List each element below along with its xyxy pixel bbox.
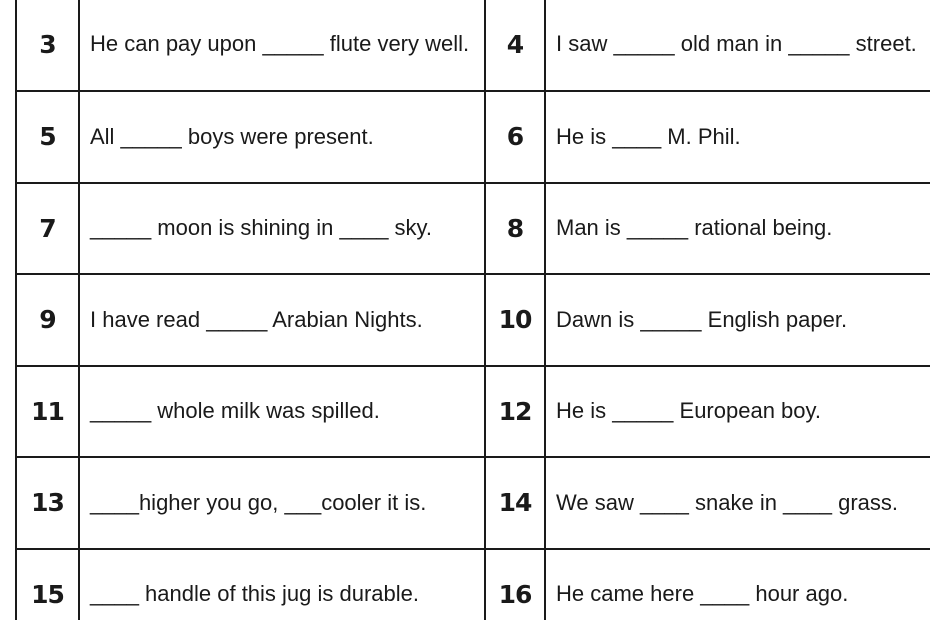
question-number: 3 [16,0,79,91]
table-row [16,274,930,366]
table-row [16,366,930,458]
question-number: 13 [16,457,79,549]
question-sentence: _____ moon is shining in ____ sky. [79,183,485,275]
question-sentence: ____higher you go, ___cooler it is. [79,457,485,549]
question-number: 9 [16,274,79,366]
table-row [16,183,930,275]
question-sentence: Dawn is _____ English paper. [545,274,930,366]
question-number: 5 [16,91,79,183]
question-sentence: All _____ boys were present. [79,91,485,183]
question-sentence: I saw _____ old man in _____ street. [545,0,930,91]
question-number: 16 [485,549,545,620]
question-number: 8 [485,183,545,275]
question-sentence: We saw ____ snake in ____ grass. [545,457,930,549]
exercise-table [15,0,930,620]
question-number: 10 [485,274,545,366]
question-sentence: He can pay upon _____ flute very well. [79,0,485,91]
question-sentence: He is ____ M. Phil. [545,91,930,183]
question-number: 6 [485,91,545,183]
question-sentence: _____ whole milk was spilled. [79,366,485,458]
table-row [16,549,930,620]
question-sentence: I have read _____ Arabian Nights. [79,274,485,366]
question-sentence: He is _____ European boy. [545,366,930,458]
question-number: 15 [16,549,79,620]
question-number: 14 [485,457,545,549]
question-number: 7 [16,183,79,275]
question-sentence: Man is _____ rational being. [545,183,930,275]
table-row [16,91,930,183]
question-sentence: ____ handle of this jug is durable. [79,549,485,620]
table-row [16,457,930,549]
question-sentence: He came here ____ hour ago. [545,549,930,620]
question-number: 4 [485,0,545,91]
table-row [16,0,930,91]
question-number: 11 [16,366,79,458]
question-number: 12 [485,366,545,458]
